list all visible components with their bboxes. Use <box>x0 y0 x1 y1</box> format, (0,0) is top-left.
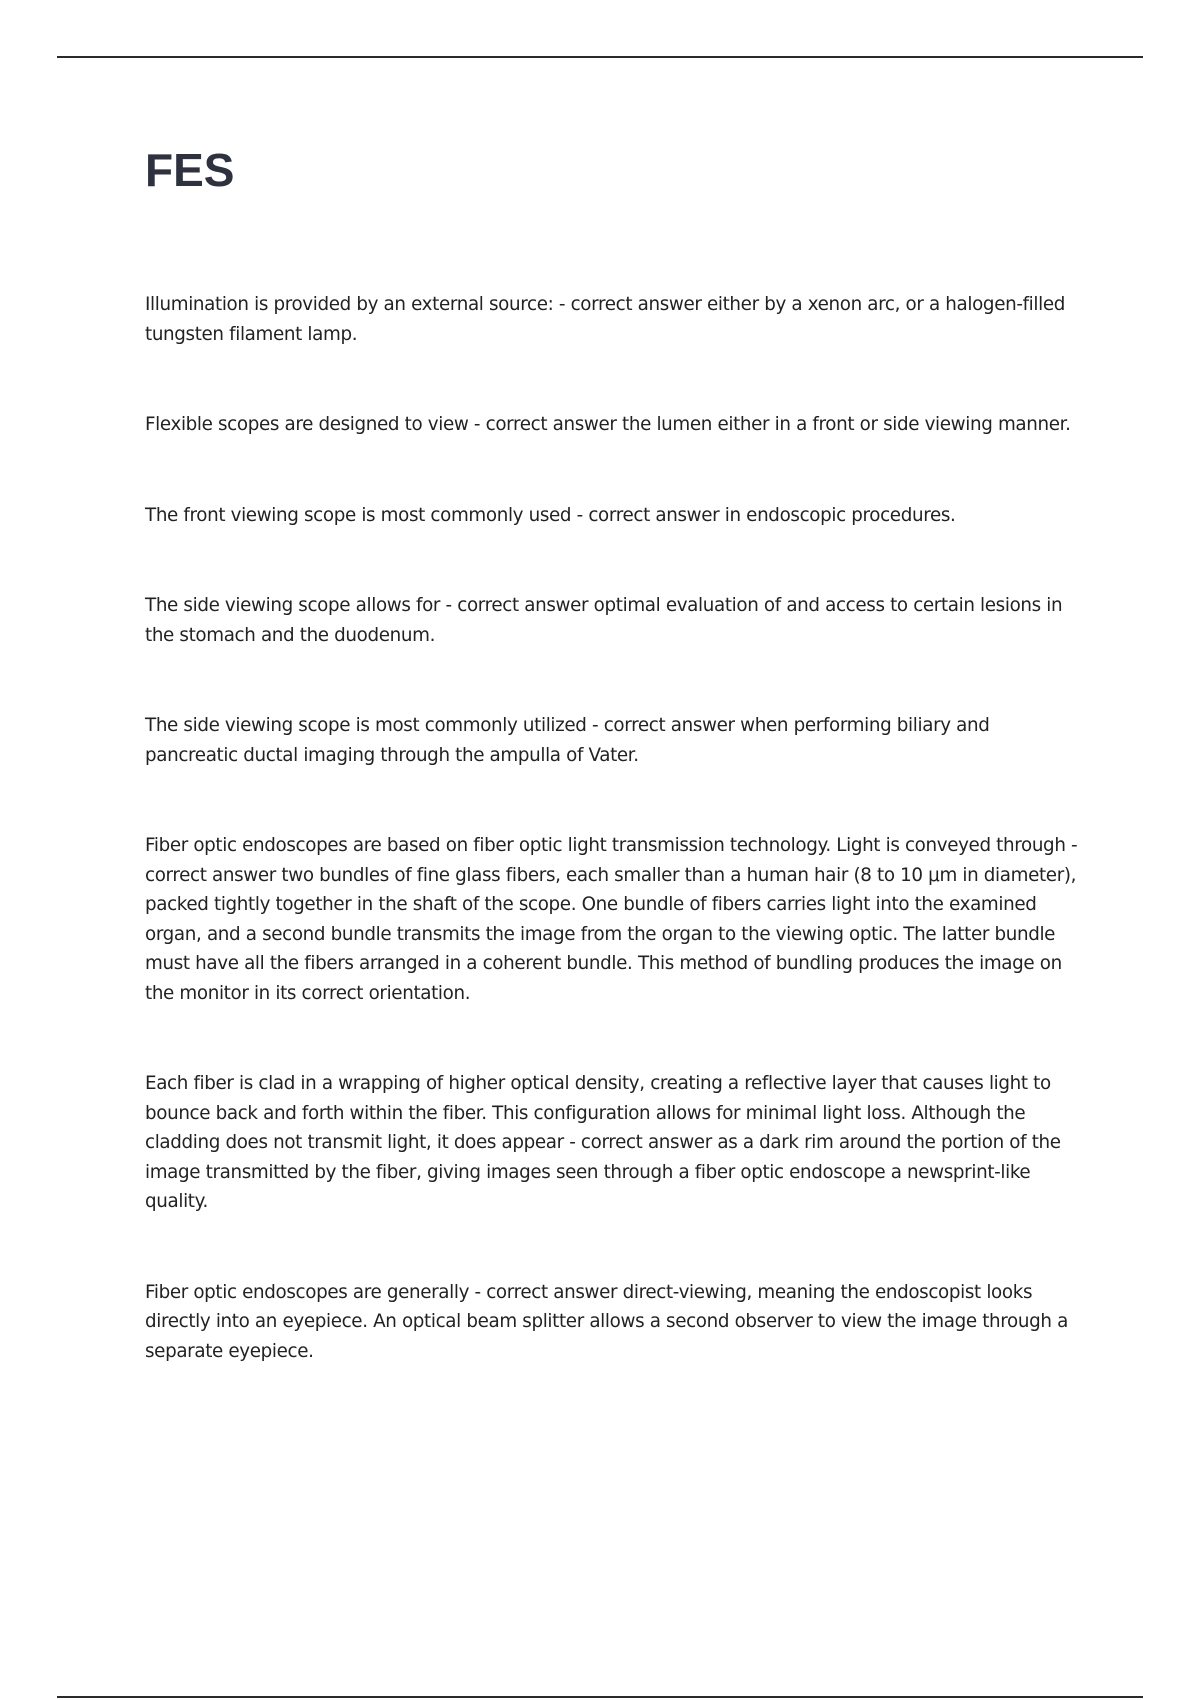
qa-item: Fiber optic endoscopes are based on fiber optic light transmission technology. Light is conveyed through - correct answer two bundles of fine glass fibers, each smaller than a human hair (8 to 10 μm in diameter), packed tightly together in the shaft of the scope. One bundle of fibers carries light into the examined organ, and a second bundle transmits the image from the organ to the viewing optic. The latter bundle must have all the fibers arranged in a coherent bundle. This method of bundling produces the image on the monitor in its correct orientation. <box>145 835 1078 1004</box>
qa-list <box>145 290 1085 1427</box>
qa-item: Each fiber is clad in a wrapping of higher optical density, creating a reflective layer that causes light to bounce back and forth within the fiber. This configuration allows for minimal light loss. Although the cladding does not transmit light, it does appear - correct answer as a dark rim around the portion of the image transmitted by the fiber, giving images seen through a fiber optic endoscope a newsprint-like quality. <box>145 1073 1061 1212</box>
page-title: FES <box>145 144 235 196</box>
bottom-divider <box>57 1696 1143 1698</box>
qa-item: The side viewing scope is most commonly utilized - correct answer when performing biliary and pancreatic ductal imaging through the ampulla of Vater. <box>145 715 990 766</box>
qa-item: The front viewing scope is most commonly used - correct answer in endoscopic procedures. <box>145 504 956 526</box>
qa-item: The side viewing scope allows for - correct answer optimal evaluation of and access to certain lesions in the stomach and the duodenum. <box>145 595 1063 646</box>
qa-item: Flexible scopes are designed to view - correct answer the lumen either in a front or side viewing manner. <box>145 414 1071 435</box>
top-divider <box>57 56 1143 58</box>
qa-item: Illumination is provided by an external source: - correct answer either by a xenon arc, or a halogen-filled tungsten filament lamp. <box>145 294 1065 345</box>
qa-item: Fiber optic endoscopes are generally - correct answer direct-viewing, meaning the endoscopist looks directly into an eyepiece. An optical beam splitter allows a second observer to view the image through a separate eyepiece. <box>145 1281 1068 1362</box>
